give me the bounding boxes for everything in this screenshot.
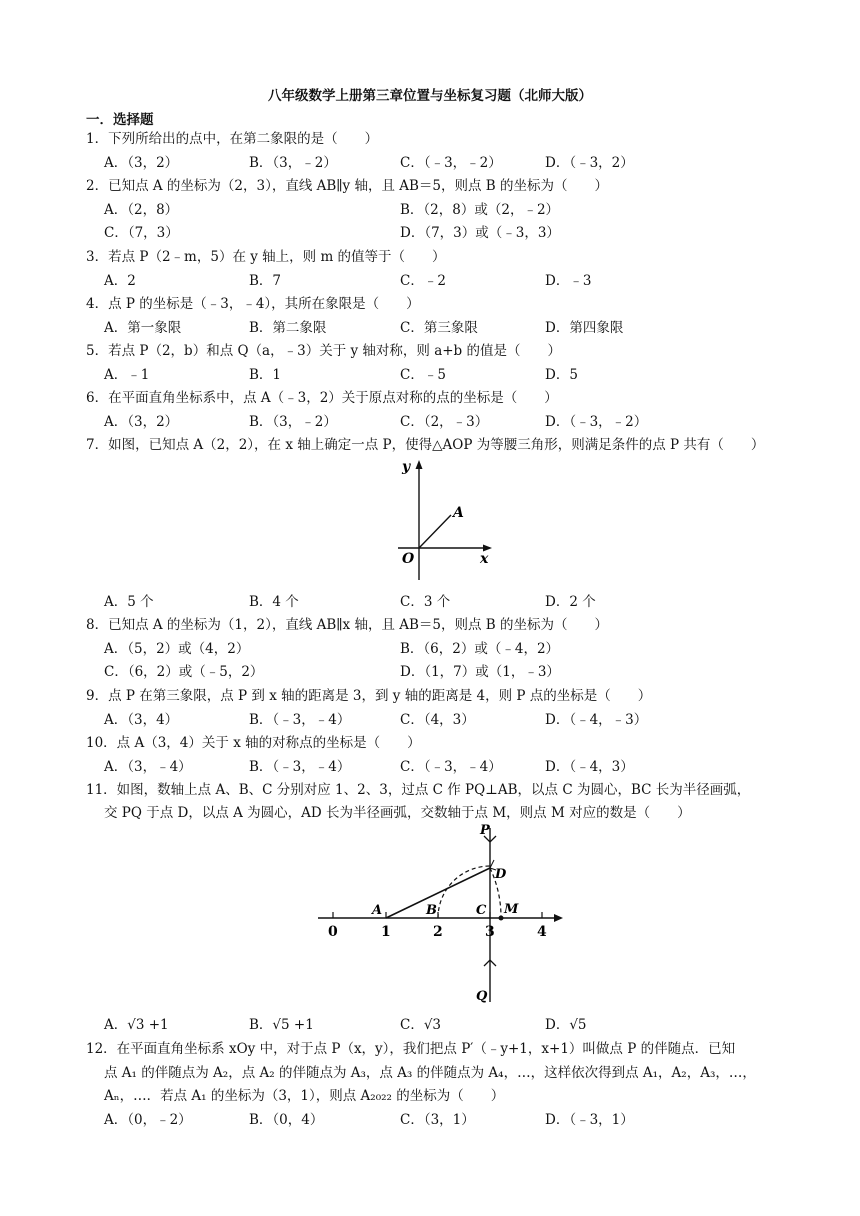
question-7-stem: 7．如图，已知点 A（2，2），在 x 轴上确定一点 P，使得△AOP 为等腰三角形，则满足条件的点 P 共有（ ） <box>86 437 765 453</box>
question-3-stem: 3．若点 P（2﹣m，5）在 y 轴上，则 m 的值等于（ ） <box>86 249 446 265</box>
fig7-x-label: x <box>480 551 489 567</box>
question-5-stem: 5．若点 P（2，b）和点 Q（a，﹣3）关于 y 轴对称，则 a+b 的值是（ ） <box>86 343 561 359</box>
q12-option-b: B．（0，4） <box>249 1112 324 1128</box>
fig11-point-a-label: A <box>372 903 383 918</box>
q11-option-a: A．√3 +1 <box>104 1017 169 1033</box>
q3-option-a: A．2 <box>104 273 136 289</box>
question-12-stem-line2: 点 A₁ 的伴随点为 A₂，点 A₂ 的伴随点为 A₃，点 A₃ 的伴随点为 A₄，…，这样依次得到点 A₁，A₂，A₃，…， <box>104 1065 756 1081</box>
q2-option-b: B．（2，8）或（2，﹣2） <box>400 202 560 218</box>
figure-7-coordinate-plane <box>390 455 500 585</box>
q6-option-b: B．（3，﹣2） <box>249 414 337 430</box>
q8-option-c: C．（6，2）或（﹣5，2） <box>104 664 264 680</box>
q4-option-c: C．第三象限 <box>400 320 478 336</box>
q5-option-a: A．﹣1 <box>104 367 150 383</box>
fig11-point-c-label: C <box>476 903 487 918</box>
q4-option-d: D．第四象限 <box>545 320 624 336</box>
q1-option-a: A．（3，2） <box>104 155 179 171</box>
section-heading: 一．选择题 <box>86 112 154 128</box>
question-8-stem: 8．已知点 A 的坐标为（1，2），直线 AB∥x 轴，且 AB＝5，则点 B 的坐标为（ ） <box>86 617 609 633</box>
question-10-stem: 10．点 A（3，4）关于 x 轴的对称点的坐标是（ ） <box>86 735 421 751</box>
q12-option-d: D．（﹣3，1） <box>545 1112 634 1128</box>
fig11-tick-0: 0 <box>328 924 338 940</box>
q1-option-d: D．（﹣3，2） <box>545 155 634 171</box>
question-2-stem: 2．已知点 A 的坐标为（2，3），直线 AB∥y 轴，且 AB＝5，则点 B 的坐标为（ ） <box>86 178 609 194</box>
q8-option-a: A．（5，2）或（4，2） <box>104 641 250 657</box>
q1-option-b: B．（3，﹣2） <box>249 155 337 171</box>
question-6-stem: 6．在平面直角坐标系中，点 A（﹣3，2）关于原点对称的点的坐标是（ ） <box>86 390 558 406</box>
q7-option-b: B．4 个 <box>249 594 299 610</box>
q6-option-c: C．（2，﹣3） <box>400 414 489 430</box>
fig11-point-m-label: M <box>504 902 519 917</box>
q2-option-d: D．（7，3）或（﹣3，3） <box>400 225 560 241</box>
q11-option-c: C．√3 <box>400 1017 442 1033</box>
fig11-point-b-label: B <box>426 903 437 918</box>
fig7-point-a-label: A <box>453 505 464 521</box>
q8-option-d: D．（1，7）或（1，﹣3） <box>400 664 560 680</box>
q9-option-d: D．（﹣4，﹣3） <box>545 712 648 728</box>
q10-option-c: C．（﹣3，﹣4） <box>400 759 502 775</box>
question-12-stem: 12．在平面直角坐标系 xOy 中，对于点 P（x，y），我们把点 P′（﹣y+1，x+1）叫做点 P 的伴随点．已知 <box>86 1041 736 1057</box>
q2-option-c: C．（7，3） <box>104 225 179 241</box>
q10-option-d: D．（﹣4，3） <box>545 759 634 775</box>
question-12-stem-line3: Aₙ，…．若点 A₁ 的坐标为（3，1），则点 A₂₀₂₂ 的坐标为（ ） <box>104 1088 505 1104</box>
q3-option-b: B．7 <box>249 273 282 289</box>
q11-option-b: B．√5 +1 <box>249 1017 314 1033</box>
fig11-tick-4: 4 <box>537 924 547 940</box>
fig7-y-label: y <box>402 459 411 475</box>
q5-option-d: D．5 <box>545 367 578 383</box>
fig11-tick-1: 1 <box>381 924 391 940</box>
q12-option-c: C．（3，1） <box>400 1112 475 1128</box>
question-4-stem: 4．点 P 的坐标是（﹣3，﹣4），其所在象限是（ ） <box>86 296 420 312</box>
q9-option-b: B．（﹣3，﹣4） <box>249 712 351 728</box>
q2-option-a: A．（2，8） <box>104 202 179 218</box>
question-11-stem-line2: 交 PQ 于点 D，以点 A 为圆心，AD 长为半径画弧，交数轴于点 M，则点 M 对应的数是（ ） <box>104 805 691 821</box>
q5-option-b: B．1 <box>249 367 282 383</box>
question-11-stem: 11．如图，数轴上点 A、B、C 分别对应 1、2、3，过点 C 作 PQ⊥AB，以点 C 为圆心，BC 长为半径画弧， <box>86 782 751 798</box>
q11-option-d: D．√5 <box>545 1017 587 1033</box>
q6-option-a: A．（3，2） <box>104 414 179 430</box>
q8-option-b: B．（6，2）或（﹣4，2） <box>400 641 560 657</box>
q4-option-b: B．第二象限 <box>249 320 327 336</box>
q3-option-c: C．﹣2 <box>400 273 446 289</box>
fig11-point-d-label: D <box>495 867 507 882</box>
q4-option-a: A．第一象限 <box>104 320 182 336</box>
figure-11-number-line <box>310 820 570 1010</box>
page-title: 八年级数学上册第三章位置与坐标复习题（北师大版） <box>268 88 592 104</box>
fig11-point-q-label: Q <box>476 989 488 1004</box>
question-1-stem: 1．下列所给出的点中，在第二象限的是（ ） <box>86 131 379 147</box>
q9-option-c: C．（4，3） <box>400 712 475 728</box>
fig11-point-p-label: P <box>480 823 490 838</box>
q7-option-a: A．5 个 <box>104 594 154 610</box>
q12-option-a: A．（0，﹣2） <box>104 1112 192 1128</box>
q7-option-d: D．2 个 <box>545 594 596 610</box>
q10-option-a: A．（3，﹣4） <box>104 759 192 775</box>
question-9-stem: 9．点 P 在第三象限，点 P 到 x 轴的距离是 3，到 y 轴的距离是 4，则 P 点的坐标是（ ） <box>86 688 652 704</box>
q3-option-d: D．﹣3 <box>545 273 592 289</box>
q6-option-d: D．（﹣3，﹣2） <box>545 414 648 430</box>
fig11-tick-3: 3 <box>485 924 495 940</box>
q10-option-b: B．（﹣3，﹣4） <box>249 759 351 775</box>
q7-option-c: C．3 个 <box>400 594 451 610</box>
fig11-tick-2: 2 <box>433 924 443 940</box>
fig7-origin-label: O <box>402 551 415 567</box>
q1-option-c: C．（﹣3，﹣2） <box>400 155 502 171</box>
q5-option-c: C．﹣5 <box>400 367 446 383</box>
q9-option-a: A．（3，4） <box>104 712 179 728</box>
